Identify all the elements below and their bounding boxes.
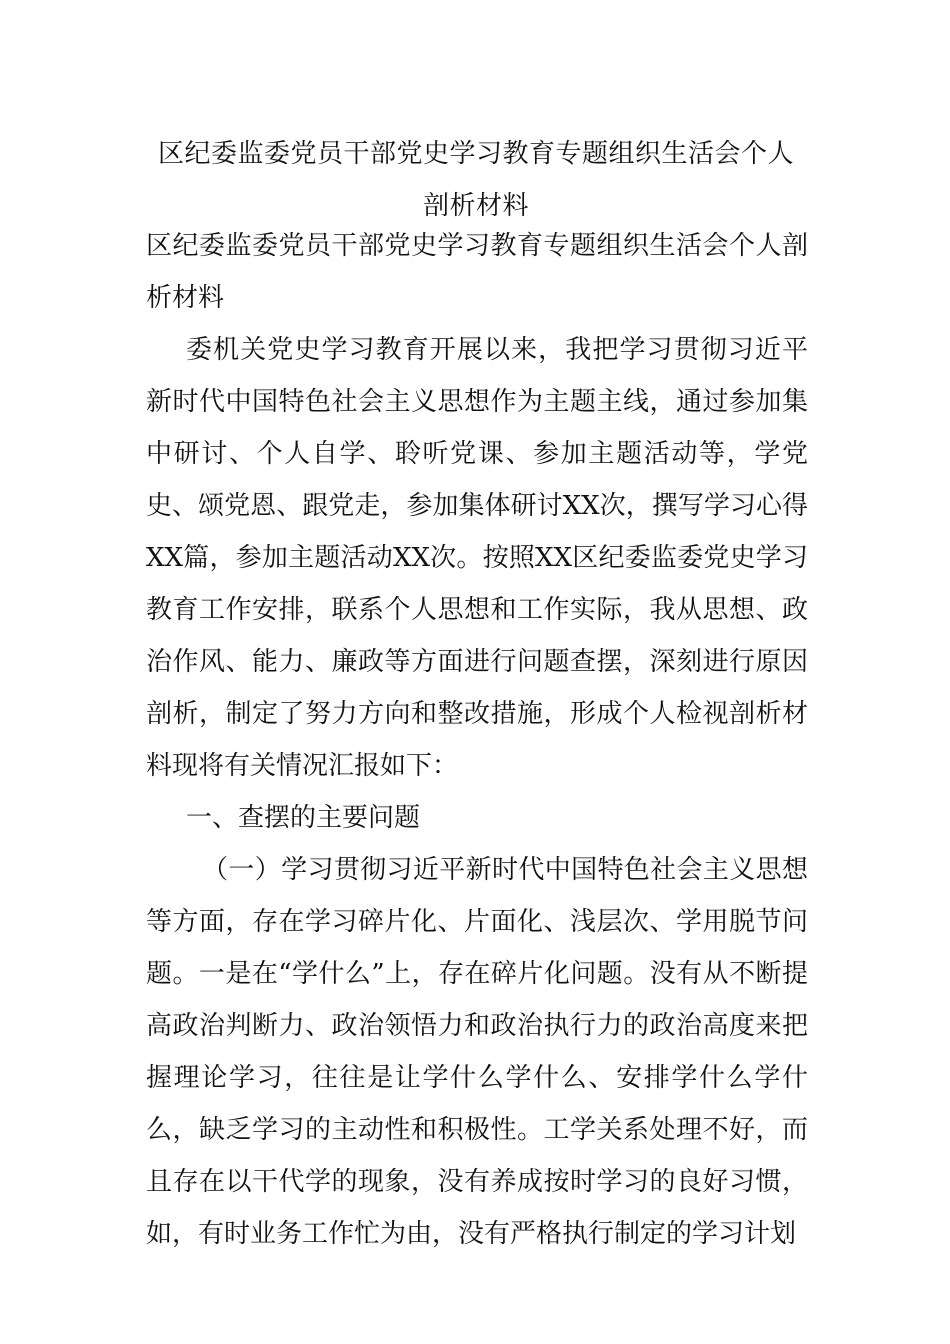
document-subtitle: 区纪委监委党员干部党史学习教育专题组织生活会个人剖析材料 (146, 231, 808, 313)
document-body (146, 220, 808, 1260)
section-heading: 一、查摆的主要问题 (186, 803, 421, 833)
paragraph-intro: 委机关党史学习教育开展以来，我把学习贯彻习近平新时代中国特色社会主义思想作为主题主线，通过参加集中研讨、个人自学、聆听党课、参加主题活动等，学党史、颂党恩、跟党走，参加集体研讨XX次，撰写学习心得XX篇，参加主题活动XX次。按照XX区纪委监委党史学习教育工作安排，联系个人思想和工作实际，我从思想、政治作风、能力、廉政等方面进行问题查摆，深刻进行原因剖析，制定了努力方向和整改措施，形成个人检视剖析材料现将有关情况汇报如下： (146, 335, 808, 781)
document-title: 区纪委监委党员干部党史学习教育专题组织生活会个人剖析材料 (157, 139, 794, 221)
paragraph-problem-1: （一）学习贯彻习近平新时代中国特色社会主义思想等方面，存在学习碎片化、片面化、浅层次、学用脱节问题。一是在“学什么”上，存在碎片化问题。没有从不断提高政治判断力、政治领悟力和政治执行力的政治高度来把握理论学习，往往是让学什么学什么、安排学什么学什么，缺乏学习的主动性和积极性。工学关系处理不好，而且存在以干代学的现象，没有养成按时学习的良好习惯，如，有时业务工作忙为由，没有严格执行制定的学习计划 (146, 855, 808, 1249)
